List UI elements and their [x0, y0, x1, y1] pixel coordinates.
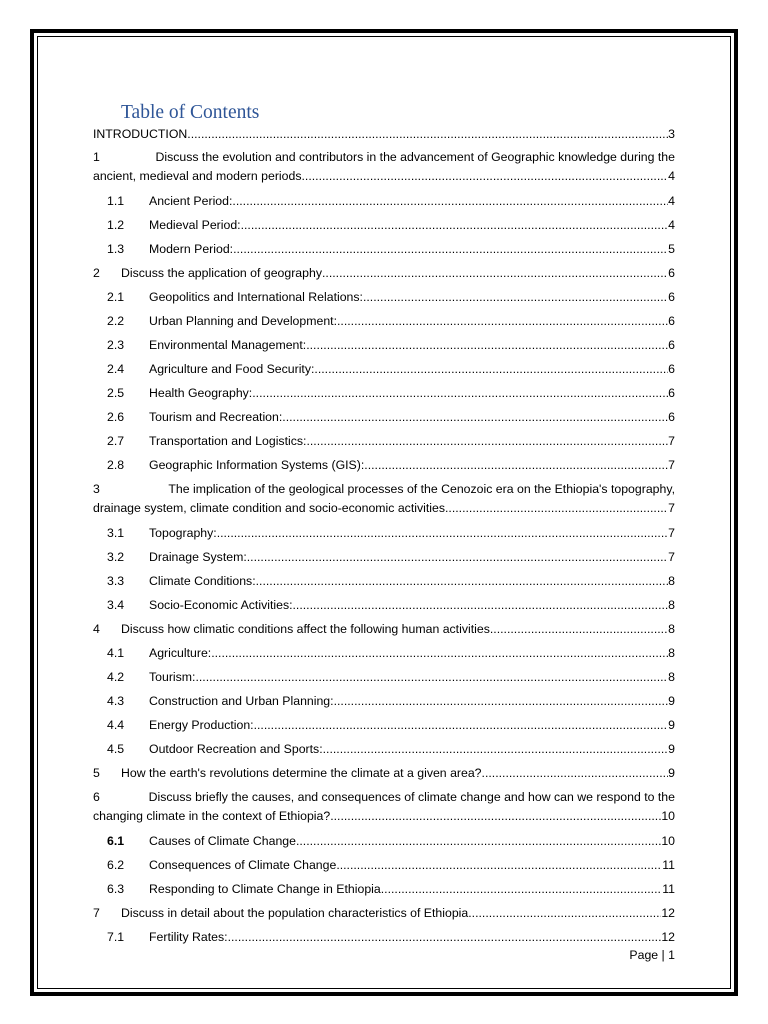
toc-entry-number: 2 [93, 266, 100, 280]
toc-entry-line [93, 765, 675, 782]
toc-entry-title: Outdoor Recreation and Sports: [149, 742, 323, 756]
toc-leader-dots [363, 289, 668, 306]
toc-entry-line [107, 289, 675, 306]
toc-entry[interactable] [93, 149, 675, 193]
toc-entry-title: Topography: [149, 526, 217, 540]
toc-entry-number: 2.5 [107, 386, 125, 400]
toc-leader-dots [322, 265, 668, 282]
toc-leader-dots [217, 525, 668, 542]
toc-entry[interactable] [93, 193, 675, 217]
toc-entry-title: Discuss the evolution and contributors in the advancement of Geographic knowledge during the [155, 150, 675, 164]
toc-leader-dots [256, 573, 669, 590]
toc-entry-line [107, 433, 675, 450]
toc-entry-page: 7 [668, 550, 675, 564]
toc-entry-title: Discuss the application of geography [121, 266, 322, 280]
toc-entry-line [107, 741, 675, 758]
toc-entry[interactable] [93, 929, 675, 953]
toc-entry-number: 1.1 [107, 194, 125, 208]
toc-entry-title: Socio-Economic Activities: [149, 598, 293, 612]
table-of-contents [93, 126, 675, 953]
toc-leader-dots [233, 241, 668, 258]
toc-entry-title: Medieval Period: [149, 218, 241, 232]
toc-entry-number: 4.1 [107, 646, 125, 660]
toc-entry-line [107, 337, 675, 354]
toc-entry-number: 6.1 [107, 834, 125, 848]
toc-entry[interactable] [93, 337, 675, 361]
toc-entry-number: 2.1 [107, 290, 125, 304]
toc-entry-number: 2.6 [107, 410, 125, 424]
toc-entry-page: 8 [668, 670, 675, 684]
toc-entry-line [107, 693, 675, 710]
toc-leader-dots [445, 500, 668, 517]
toc-leader-dots [302, 168, 669, 185]
toc-entry-line [107, 409, 675, 426]
toc-leader-dots [282, 409, 668, 426]
toc-entry[interactable] [93, 313, 675, 337]
toc-entry[interactable] [93, 481, 675, 525]
toc-entry[interactable] [93, 361, 675, 385]
toc-entry-title: Geopolitics and International Relations: [149, 290, 363, 304]
toc-leader-dots [247, 549, 668, 566]
toc-leader-dots [254, 717, 669, 734]
toc-leader-dots [314, 361, 668, 378]
toc-leader-dots [468, 905, 661, 922]
toc-leader-dots [323, 741, 669, 758]
toc-leader-dots [187, 126, 668, 143]
toc-entry-number: 4.4 [107, 718, 125, 732]
toc-entry-title: Environmental Management: [149, 338, 307, 352]
toc-leader-dots [337, 313, 668, 330]
toc-entry-title: Discuss in detail about the population characteristics of Ethiopia [121, 906, 469, 920]
toc-entry[interactable] [93, 525, 675, 549]
toc-entry[interactable] [93, 126, 675, 149]
toc-entry-number: 3.4 [107, 598, 125, 612]
toc-entry-page: 4 [668, 169, 675, 183]
toc-leader-dots [195, 669, 668, 686]
toc-entry-number: 2.3 [107, 338, 125, 352]
toc-entry-page: 9 [668, 766, 675, 780]
toc-entry-page: 12 [661, 906, 675, 920]
toc-entry-title: Energy Production: [149, 718, 254, 732]
toc-entry-title: Agriculture: [149, 646, 212, 660]
toc-entry-title: How the earth's revolutions determine the climate at a given area? [121, 766, 482, 780]
toc-entry-title: Consequences of Climate Change [149, 858, 337, 872]
toc-entry-title: Health Geography: [149, 386, 253, 400]
toc-entry-page: 7 [668, 458, 675, 472]
toc-entry-line [107, 669, 675, 686]
toc-entry-title: changing climate in the context of Ethiopia? [93, 809, 331, 823]
toc-leader-dots [293, 597, 669, 614]
toc-entry-line [107, 361, 675, 378]
toc-entry-page: 6 [668, 266, 675, 280]
toc-entry-line [107, 525, 675, 542]
toc-entry-number: 1 [93, 150, 100, 164]
toc-entry[interactable] [93, 457, 675, 481]
toc-entry-page: 11 [662, 858, 675, 872]
toc-entry-line [107, 217, 675, 234]
toc-entry-page: 10 [661, 834, 675, 848]
toc-entry-page: 9 [668, 742, 675, 756]
toc-entry[interactable] [93, 833, 675, 857]
toc-entry-line [107, 833, 675, 850]
toc-entry-number: 3.1 [107, 526, 125, 540]
toc-entry-line [107, 549, 675, 566]
toc-entry-page: 8 [668, 574, 675, 588]
toc-entry-number: 2.2 [107, 314, 125, 328]
toc-entry-line [107, 645, 675, 662]
toc-leader-dots [232, 193, 668, 210]
toc-entry-page: 8 [668, 646, 675, 660]
toc-entry-line [107, 193, 675, 210]
toc-entry-page: 12 [661, 930, 675, 944]
toc-leader-dots [490, 621, 668, 638]
toc-entry-title: Ancient Period: [149, 194, 233, 208]
toc-entry-page: 9 [668, 718, 675, 732]
toc-leader-dots [336, 857, 662, 874]
toc-entry-line [93, 481, 675, 498]
toc-entry-number: 3.3 [107, 574, 125, 588]
toc-entry-line [93, 500, 675, 517]
toc-entry[interactable] [93, 409, 675, 433]
toc-entry-page: 6 [668, 314, 675, 328]
toc-entry-page: 5 [668, 242, 675, 256]
toc-entry-line [93, 808, 675, 825]
toc-entry-line [107, 857, 675, 874]
toc-entry[interactable] [93, 621, 675, 645]
toc-entry-number: 4.3 [107, 694, 125, 708]
toc-entry-number: 7 [93, 906, 100, 920]
toc-entry-page: 4 [668, 218, 675, 232]
toc-entry-line [93, 149, 675, 166]
toc-entry-number: 1.3 [107, 242, 125, 256]
toc-entry-line [107, 241, 675, 258]
toc-entry-title: Drainage System: [149, 550, 247, 564]
toc-title: Table of Contents [121, 102, 260, 123]
toc-entry[interactable] [93, 433, 675, 457]
toc-entry-title: Fertility Rates: [149, 930, 228, 944]
toc-leader-dots [381, 881, 662, 898]
toc-leader-dots [228, 929, 662, 946]
toc-leader-dots [334, 693, 669, 710]
toc-entry-page: 7 [668, 501, 675, 515]
toc-entry-number: 1.2 [107, 218, 125, 232]
toc-entry[interactable] [93, 385, 675, 409]
toc-entry-number: 4.5 [107, 742, 125, 756]
toc-entry-page: 4 [668, 194, 675, 208]
toc-entry-line [107, 573, 675, 590]
toc-leader-dots [252, 385, 668, 402]
toc-entry-title: Transportation and Logistics: [149, 434, 307, 448]
toc-entry-number: 3 [93, 482, 100, 496]
toc-entry-page: 3 [668, 127, 675, 141]
toc-entry-page: 10 [661, 809, 675, 823]
toc-entry-line [107, 313, 675, 330]
toc-entry-line [107, 881, 675, 898]
toc-entry-title: Modern Period: [149, 242, 234, 256]
toc-leader-dots [364, 457, 668, 474]
toc-entry[interactable] [93, 241, 675, 265]
toc-leader-dots [482, 765, 669, 782]
toc-entry-title: Agriculture and Food Security: [149, 362, 315, 376]
toc-entry-line [93, 621, 675, 638]
toc-entry-number: 2.7 [107, 434, 125, 448]
toc-entry-line [107, 385, 675, 402]
toc-entry[interactable] [93, 857, 675, 881]
toc-entry-line [107, 717, 675, 734]
toc-entry[interactable] [93, 217, 675, 241]
toc-entry-page: 11 [662, 882, 675, 896]
toc-entry[interactable] [93, 289, 675, 313]
toc-entry-title: drainage system, climate condition and socio-economic activities [93, 501, 445, 515]
toc-entry[interactable] [93, 645, 675, 669]
toc-entry-title: Discuss how climatic conditions affect the following human activities [121, 622, 490, 636]
toc-entry-title: Discuss briefly the causes, and consequences of climate change and how can we respond to the [148, 790, 675, 804]
toc-leader-dots [241, 217, 669, 234]
toc-entry-number: 3.2 [107, 550, 125, 564]
toc-entry-number: 2.4 [107, 362, 125, 376]
toc-entry-page: 6 [668, 386, 675, 400]
toc-entry-line [93, 905, 675, 922]
toc-entry-line [93, 126, 675, 143]
toc-entry[interactable] [93, 905, 675, 929]
toc-entry-title: Tourism: [149, 670, 196, 684]
toc-entry-line [107, 597, 675, 614]
toc-entry-title: Urban Planning and Development: [149, 314, 337, 328]
toc-entry-number: 4.2 [107, 670, 125, 684]
toc-entry[interactable] [93, 693, 675, 717]
toc-entry-page: 6 [668, 362, 675, 376]
toc-entry-title: Responding to Climate Change in Ethiopia [149, 882, 381, 896]
toc-entry-line [93, 789, 675, 806]
toc-entry-page: 7 [668, 526, 675, 540]
page-footer: Page | 1 [629, 948, 675, 962]
toc-leader-dots [306, 337, 668, 354]
toc-entry[interactable] [93, 881, 675, 905]
toc-leader-dots [330, 808, 661, 825]
toc-entry-page: 6 [668, 290, 675, 304]
toc-entry[interactable] [93, 789, 675, 833]
toc-entry-page: 9 [668, 694, 675, 708]
toc-entry-number: 5 [93, 766, 100, 780]
toc-entry[interactable] [93, 669, 675, 693]
toc-leader-dots [296, 833, 661, 850]
toc-entry[interactable] [93, 717, 675, 741]
toc-leader-dots [211, 645, 668, 662]
toc-entry-page: 6 [668, 338, 675, 352]
toc-entry-number: 7.1 [107, 930, 125, 944]
toc-entry-number: 6 [93, 790, 100, 804]
toc-entry-title: Geographic Information Systems (GIS): [149, 458, 365, 472]
toc-entry-line [107, 929, 675, 946]
toc-entry-title: ancient, medieval and modern periods [93, 169, 302, 183]
toc-entry-number: 6.2 [107, 858, 125, 872]
toc-entry-page: 8 [668, 622, 675, 636]
toc-entry-number: 2.8 [107, 458, 125, 472]
toc-entry-title: Construction and Urban Planning: [149, 694, 334, 708]
toc-entry-line [107, 457, 675, 474]
toc-entry-title: The implication of the geological processes of the Cenozoic era on the Ethiopia's topography, [168, 482, 675, 496]
toc-entry-title: Causes of Climate Change [149, 834, 296, 848]
toc-entry-page: 7 [668, 434, 675, 448]
toc-entry[interactable] [93, 549, 675, 573]
toc-entry[interactable] [93, 265, 675, 289]
toc-entry-number: 6.3 [107, 882, 125, 896]
toc-entry-number: 4 [93, 622, 100, 636]
toc-entry[interactable] [93, 573, 675, 597]
toc-entry-line [93, 265, 675, 282]
toc-entry[interactable] [93, 765, 675, 789]
toc-entry[interactable] [93, 597, 675, 621]
toc-entry[interactable] [93, 741, 675, 765]
toc-entry-page: 6 [668, 410, 675, 424]
toc-entry-title: Tourism and Recreation: [149, 410, 283, 424]
toc-entry-page: 8 [668, 598, 675, 612]
toc-entry-line [93, 168, 675, 185]
toc-leader-dots [306, 433, 668, 450]
toc-entry-title: Climate Conditions: [149, 574, 256, 588]
toc-entry-title: INTRODUCTION [93, 127, 188, 141]
